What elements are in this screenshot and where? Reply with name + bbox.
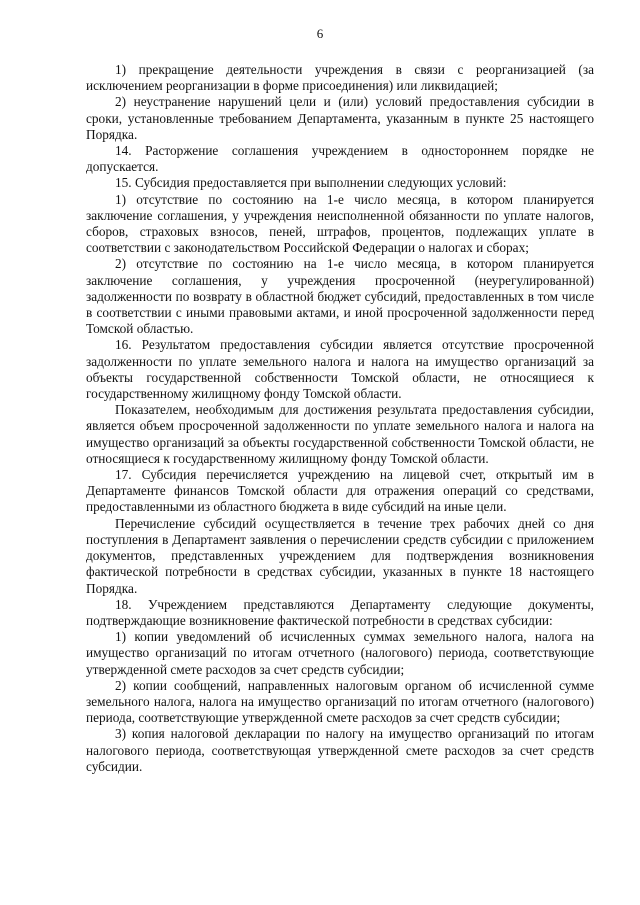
paragraph-15: 15. Субсидия предоставляется при выполнении следующих условий: [115, 175, 507, 191]
paragraph-13-1: 1) прекращение деятельности учреждения в связи с реорганизацией (за исключением реорганизации в форме присоединения) или ликвидацией; [86, 62, 594, 94]
document-body [86, 62, 594, 775]
paragraph-18-3: 3) копия налоговой декларации по налогу на имущество организаций по итогам налогового периода, соответствующая утвержденной смете расходов за счет средств субсидии. [86, 726, 594, 774]
paragraph-14: 14. Расторжение соглашения учреждением в одностороннем порядке не допускается. [86, 143, 594, 175]
paragraph-16-indicator: Показателем, необходимым для достижения результата предоставления субсидии, является объем просроченной задолженности по уплате земельного налога и налога на имущество организаций за объекты государственной собственности Томской области, не относящиеся к государственному жилищному фонду Томской области. [86, 402, 594, 466]
paragraph-15-2: 2) отсутствие по состоянию на 1-е число месяца, в котором планируется заключение соглашения, у учреждения просроченной (неурегулированной) задолженности по возврату в областной бюджет субсидий, предоставленных в том числе в соответствии с иными правовыми актами, и иной просроченной задолженности перед Томской областью. [86, 256, 594, 337]
paragraph-18: 18. Учреждением представляются Департаменту следующие документы, подтверждающие возникновение фактической потребности в средствах субсидии: [86, 596, 594, 628]
page-number: 6 [316, 26, 324, 41]
paragraph-17: 17. Субсидия перечисляется учреждению на лицевой счет, открытый им в Департаменте финансов Томской области для отражения операций со средствами, предоставленными из областного бюджета в виде субсидий на иные цели. [86, 467, 594, 515]
paragraph-16: 16. Результатом предоставления субсидии является отсутствие просроченной задолженности по уплате земельного налога и налога на имущество организаций за объекты государственной собственности Томской области, не относящиеся к государственному жилищному фонду Томской области. [86, 337, 594, 402]
paragraph-18-2: 2) копии сообщений, направленных налоговым органом об исчисленной сумме земельного налога, налога на имущество организаций по итогам отчетного (налогового) периода, соответствующие утвержденной смете расходов за счет средств субсидии; [86, 677, 594, 726]
paragraph-13-2: 2) неустранение нарушений цели и (или) условий предоставления субсидии в сроки, установленные требованием Департамента, указанным в пункте 25 настоящего Порядка. [86, 94, 594, 142]
paragraph-15-1: 1) отсутствие по состоянию на 1-е число месяца, в котором планируется заключение соглашения, у учреждения неисполненной обязанности по уплате налогов, сборов, страховых взносов, пеней, штрафов, процентов, подлежащих уплате в соответствии с законодательством Российской Федерации о налогах и сборах; [86, 191, 594, 256]
paragraph-18-1: 1) копии уведомлений об исчисленных суммах земельного налога, налога на имущество организаций по итогам отчетного (налогового) периода, соответствующие утвержденной смете расходов за счет средств субсидии; [86, 629, 594, 677]
paragraph-17-transfer: Перечисление субсидий осуществляется в течение трех рабочих дней со дня поступления в Департамент заявления о перечислении средств субсидии с приложением документов, представленных учреждением для подтверждения возникновения фактической потребности в средствах субсидии, указанных в пункте 18 настоящего Порядка. [86, 515, 594, 596]
